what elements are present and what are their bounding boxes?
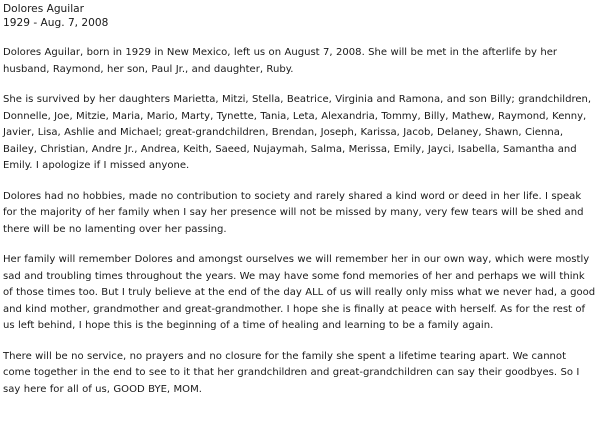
paragraph-goodbye: There will be no service, no prayers and no closure for the family she spent a lifetime tearing apart. We cannot come together in the end to see to it that her grandchildren and great-grandchildren can say their goodbyes. So I say here for all of us, GOOD BYE, MOM. xyxy=(3,350,580,395)
life-dates: 1929 - Aug. 7, 2008 xyxy=(3,17,109,29)
paragraph-survivors: She is survived by her daughters Marietta, Mitzi, Stella, Beatrice, Virginia and Ramona, and son Billy; grandchildren, Donnelle, Joe, Mitzie, Maria, Mario, Marty, Tynette, Tania, Leta, Alexandria, Tommy, Billy, Mathew, Raymond, Kenny, Javier, Lisa, Ashlie and Michael; great-grandchildren, Brendan, Joseph, Karissa, Jacob, Delaney, Shawn, Cienna, Bailey, Christian, Andre Jr., Andrea, Keith, Saeed, Nujaymah, Salma, Merissa, Emily, Jayci, Isabella, Samantha and Emily. I apologize if I missed anyone. xyxy=(3,94,592,171)
paragraph-intro: Dolores Aguilar, born in 1929 in New Mexico, left us on August 7, 2008. She will be met in the afterlife by her husband, Raymond, her son, Paul Jr., and daughter, Ruby. xyxy=(3,47,558,75)
obituary-document xyxy=(3,2,597,412)
deceased-name: Dolores Aguilar xyxy=(3,3,85,15)
paragraph-family-memories: Her family will remember Dolores and amongst ourselves we will remember her in our own way, which were mostly sad and troubling times throughout the years. We may have some fond memories of her and perhaps we will think of those times too. But I truly believe at the end of the day ALL of us will really only miss what we never had, a good and kind mother, grandmother and great-grandmother. I hope she is finally at peace with herself. As for the rest of us left behind, I hope this is the beginning of a time of healing and learning to be a family again. xyxy=(3,254,596,331)
paragraph-character: Dolores had no hobbies, made no contribution to society and rarely shared a kind word or deed in her life. I speak for the majority of her family when I say her presence will not be missed by many, very few tears will be shed and there will be no lamenting over her passing. xyxy=(3,190,584,235)
